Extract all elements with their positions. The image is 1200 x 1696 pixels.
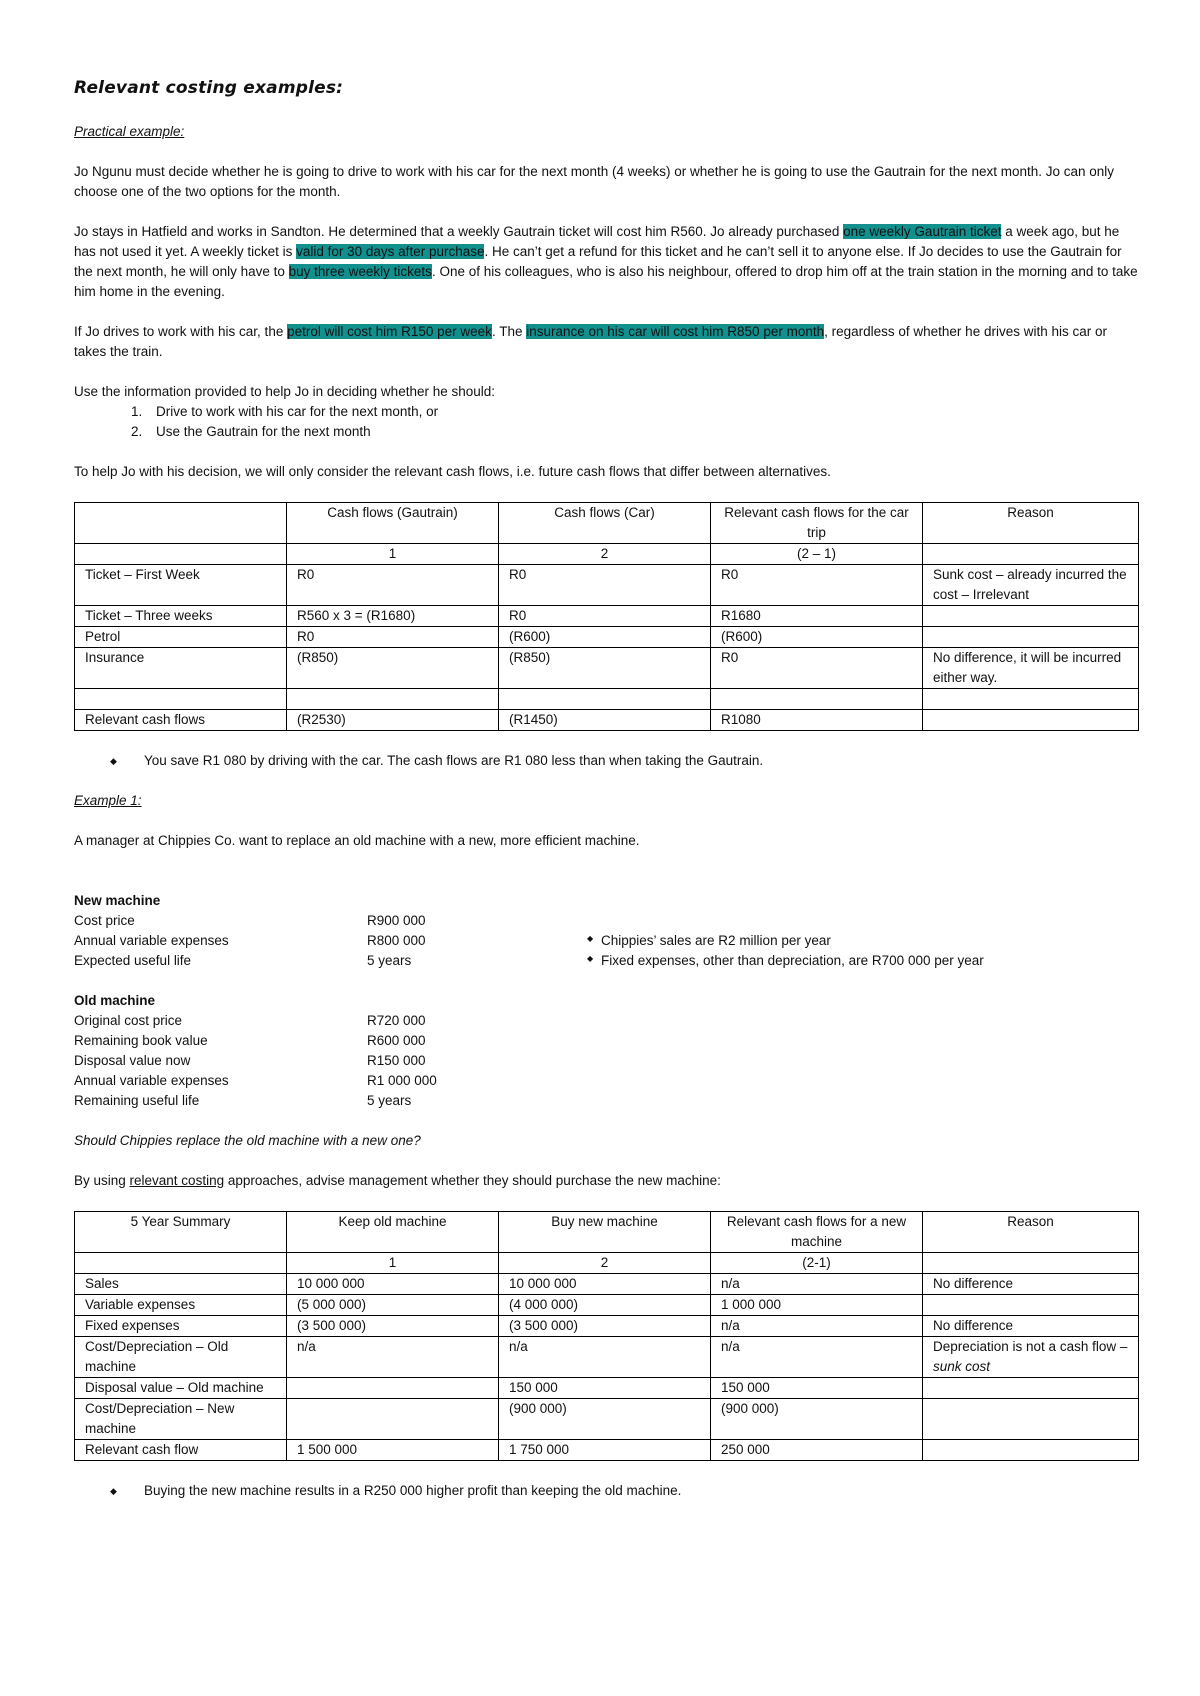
table-cell: R0	[711, 648, 923, 689]
table-cell: n/a	[711, 1337, 923, 1378]
practical-conclusion: ◆ You save R1 080 by driving with the car. The cash flows are R1 080 less than when taking the Gautrain.	[74, 751, 1138, 771]
table-cell: Fixed expenses	[75, 1316, 287, 1337]
table-number-row: 1 2 (2 – 1)	[75, 544, 1139, 565]
practical-paragraph-5: To help Jo with his decision, we will only consider the relevant cash flows, i.e. future cash flows that differ between alternatives.	[74, 464, 831, 479]
table-row	[75, 1440, 1139, 1461]
table-row	[75, 1295, 1139, 1316]
table-cell	[287, 1399, 499, 1440]
list-item: 1. Drive to work with his car for the next month, or	[146, 402, 1138, 422]
table-header-row	[75, 1212, 1139, 1253]
table-cell: (900 000)	[711, 1399, 923, 1440]
table-row	[75, 648, 1139, 689]
table-cell	[923, 1378, 1139, 1399]
table-header-cell: Cash flows (Car)	[499, 503, 711, 544]
example-1-question: Should Chippies replace the old machine with a new one?	[74, 1133, 421, 1148]
fixed-expenses-note: ◆ Fixed expenses, other than depreciation, are R700 000 per year	[587, 951, 984, 971]
document-page	[74, 78, 1138, 1521]
practical-paragraph-2: Jo stays in Hatfield and works in Sandton. He determined that a weekly Gautrain ticket will cost him R560. Jo already purchased one weekly Gautrain ticket a week ago, but he has not used it yet. A weekly ticket is valid for 30 days after purchase. He can’t get a refund for this ticket and he can’t sell it to anyone else. If Jo decides to use the Gautrain for the next month, he will only have to buy three weekly tickets. One of his colleagues, who is also his neighbour, offered to drop him off at the train station in the morning and to take him home in the evening.	[74, 224, 1138, 299]
list-item: Original cost price R720 000	[74, 1013, 426, 1028]
table-cell	[711, 689, 923, 710]
table-cell	[923, 627, 1139, 648]
table-cell: 150 000	[711, 1378, 923, 1399]
table-cell: (4 000 000)	[499, 1295, 711, 1316]
table-cell: R0	[499, 606, 711, 627]
table-cell	[287, 1378, 499, 1399]
practical-paragraph-3: If Jo drives to work with his car, the petrol will cost him R150 per week. The insurance on his car will cost him R850 per month, regardless of whether he drives with his car or takes the train.	[74, 324, 1107, 359]
table-cell: Cost/Depreciation – New machine	[75, 1399, 287, 1440]
table-header-row	[75, 503, 1139, 544]
table-cell	[923, 1440, 1139, 1461]
table-header-cell	[75, 503, 287, 544]
table-row	[75, 606, 1139, 627]
table-row	[75, 689, 1139, 710]
table-cell	[923, 689, 1139, 710]
table-cell: Cost/Depreciation – Old machine	[75, 1337, 287, 1378]
table-header-cell: Cash flows (Gautrain)	[287, 503, 499, 544]
table-cell: (R2530)	[287, 710, 499, 731]
table-cell: 1 750 000	[499, 1440, 711, 1461]
table-row	[75, 1337, 1139, 1378]
highlight-petrol: petrol will cost him R150 per week	[287, 324, 492, 339]
table-cell	[923, 606, 1139, 627]
table-cell: R1680	[711, 606, 923, 627]
highlight-insurance: insurance on his car will cost him R850 per month	[526, 324, 825, 339]
table-cell: R560 x 3 = (R1680)	[287, 606, 499, 627]
table-cell	[75, 689, 287, 710]
page-title: Relevant costing examples:	[74, 78, 344, 98]
table-row	[75, 710, 1139, 731]
practical-example-heading: Practical example:	[74, 124, 185, 139]
table-cell	[923, 710, 1139, 731]
table-cell: No difference	[923, 1274, 1139, 1295]
machine-summary-table	[74, 1211, 1139, 1461]
table-cell: Disposal value – Old machine	[75, 1378, 287, 1399]
gautrain-cash-flow-table	[74, 502, 1139, 731]
highlight-three-tickets: buy three weekly tickets	[288, 264, 432, 279]
sales-note: ◆ Chippies’ sales are R2 million per year	[587, 931, 831, 951]
table-header-cell: 5 Year Summary	[75, 1212, 287, 1253]
table-row	[75, 1378, 1139, 1399]
table-cell: n/a	[287, 1337, 499, 1378]
table-cell: (R600)	[499, 627, 711, 648]
old-machine-title: Old machine	[74, 993, 156, 1008]
table-header-cell: Reason	[923, 503, 1139, 544]
sunk-cost-text: sunk cost	[933, 1359, 991, 1374]
table-cell: No difference	[923, 1316, 1139, 1337]
table-cell: R0	[711, 565, 923, 606]
table-cell: Relevant cash flows	[75, 710, 287, 731]
table-cell: R1080	[711, 710, 923, 731]
example-1-intro: A manager at Chippies Co. want to replace an old machine with a new, more efficient machine.	[74, 833, 640, 848]
table-cell: (R1450)	[499, 710, 711, 731]
list-item: Expected useful life 5 years ◆ Fixed expenses, other than depreciation, are R700 000 per year	[74, 951, 1138, 971]
table-cell: 1 000 000	[711, 1295, 923, 1316]
table-cell: (R850)	[499, 648, 711, 689]
table-row	[75, 627, 1139, 648]
table-cell: 250 000	[711, 1440, 923, 1461]
table-row	[75, 1399, 1139, 1440]
practical-paragraph-1: Jo Ngunu must decide whether he is going to drive to work with his car for the next month (4 weeks) or whether he is going to use the Gautrain for the next month. Jo can only choose one of the two options for the month.	[74, 164, 1115, 199]
table-cell: n/a	[711, 1274, 923, 1295]
table-cell: R0	[287, 565, 499, 606]
example-1-conclusion: ◆ Buying the new machine results in a R250 000 higher profit than keeping the old machine.	[74, 1481, 1138, 1501]
new-machine-title: New machine	[74, 893, 161, 908]
list-item: Remaining useful life 5 years	[74, 1093, 412, 1108]
table-cell: Petrol	[75, 627, 287, 648]
table-cell: 150 000	[499, 1378, 711, 1399]
table-cell: Ticket – First Week	[75, 565, 287, 606]
table-cell: Relevant cash flow	[75, 1440, 287, 1461]
list-item: 2. Use the Gautrain for the next month	[146, 422, 1138, 442]
table-header-cell: Relevant cash flows for a new machine	[711, 1212, 923, 1253]
table-cell: Variable expenses	[75, 1295, 287, 1316]
table-cell: (3 500 000)	[287, 1316, 499, 1337]
table-cell	[499, 689, 711, 710]
table-row	[75, 1274, 1139, 1295]
example-1-advise: By using relevant costing approaches, advise management whether they should purchase the new machine:	[74, 1173, 721, 1188]
table-header-cell: Keep old machine	[287, 1212, 499, 1253]
table-cell: Ticket – Three weeks	[75, 606, 287, 627]
table-cell: (R850)	[287, 648, 499, 689]
table-header-cell: Relevant cash flows for the car trip	[711, 503, 923, 544]
table-cell: Sunk cost – already incurred the cost – Irrelevant	[923, 565, 1139, 606]
table-cell: R0	[499, 565, 711, 606]
new-machine-block	[74, 891, 1138, 971]
table-cell	[923, 1399, 1139, 1440]
table-row	[75, 565, 1139, 606]
table-cell: n/a	[711, 1316, 923, 1337]
table-header-cell: Buy new machine	[499, 1212, 711, 1253]
table-row	[75, 1316, 1139, 1337]
table-cell: (3 500 000)	[499, 1316, 711, 1337]
table-cell: (900 000)	[499, 1399, 711, 1440]
table-cell	[923, 1295, 1139, 1316]
table-cell: 1 500 000	[287, 1440, 499, 1461]
table-header-cell: Reason	[923, 1212, 1139, 1253]
list-item: Disposal value now R150 000	[74, 1053, 426, 1068]
practical-paragraph-4: Use the information provided to help Jo in deciding whether he should:	[74, 384, 496, 399]
highlight-one-ticket: one weekly Gautrain ticket	[843, 224, 1002, 239]
list-item: Cost price R900 000	[74, 913, 426, 928]
table-cell: No difference, it will be incurred either way.	[923, 648, 1139, 689]
table-cell: n/a	[499, 1337, 711, 1378]
table-cell: (R600)	[711, 627, 923, 648]
list-item: Annual variable expenses R800 000 ◆ Chippies’ sales are R2 million per year	[74, 931, 1138, 951]
table-cell: R0	[287, 627, 499, 648]
options-list	[74, 402, 1138, 442]
table-cell: 10 000 000	[499, 1274, 711, 1295]
table-cell: Depreciation is not a cash flow – sunk cost	[923, 1337, 1139, 1378]
list-item: Remaining book value R600 000	[74, 1033, 426, 1048]
example-1-heading: Example 1:	[74, 793, 142, 808]
highlight-valid-30-days: valid for 30 days after purchase	[296, 244, 485, 259]
table-cell	[287, 689, 499, 710]
old-machine-block	[74, 991, 1138, 1111]
table-cell: Sales	[75, 1274, 287, 1295]
table-cell: 10 000 000	[287, 1274, 499, 1295]
list-item: Annual variable expenses R1 000 000	[74, 1073, 437, 1088]
table-cell: (5 000 000)	[287, 1295, 499, 1316]
table-number-row: 1 2 (2-1)	[75, 1253, 1139, 1274]
table-cell: Insurance	[75, 648, 287, 689]
